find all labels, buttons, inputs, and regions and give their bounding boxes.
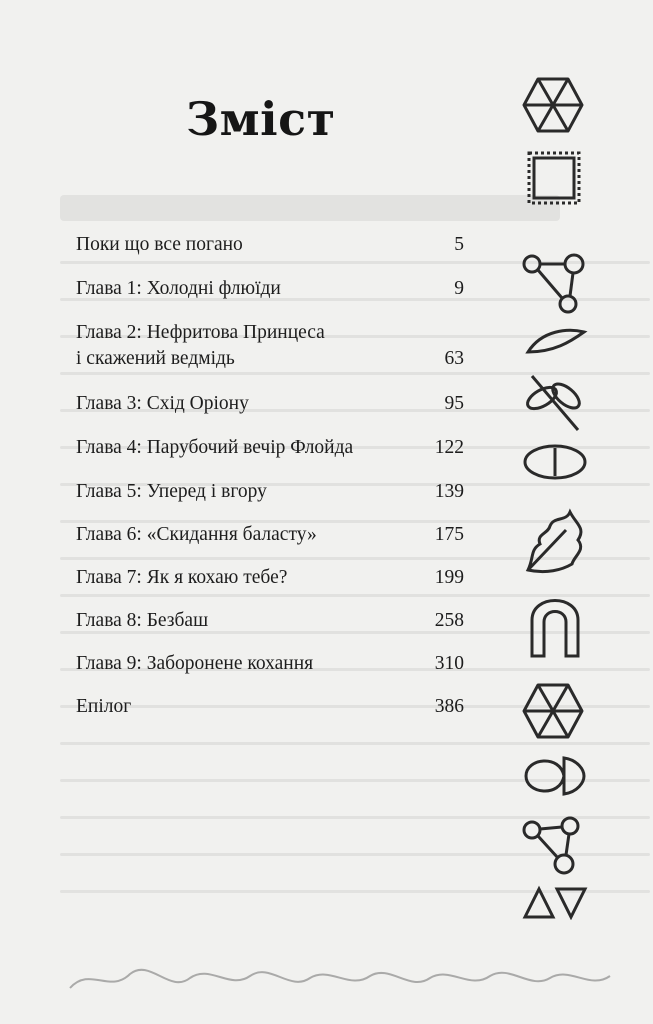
horseshoe-icon xyxy=(526,590,584,660)
toc-entry-title: Епілог xyxy=(76,696,132,717)
toc-entry xyxy=(76,522,466,548)
toc-entry-title: Глава 7: Як я кохаю тебе? xyxy=(76,567,288,588)
toc-entry-page: 63 xyxy=(444,348,464,369)
stamp-icon xyxy=(526,150,582,206)
toc-entry-page: 9 xyxy=(454,278,464,299)
toc-entry-title: Глава 9: Заборонене кохання xyxy=(76,653,314,674)
hexagon-icon xyxy=(522,76,584,134)
toc-entry-page: 5 xyxy=(454,234,464,255)
acorn-icon xyxy=(520,748,590,804)
toc-entry-title: Глава 2: Нефритова Принцеса xyxy=(76,322,325,343)
dragonfly-icon xyxy=(522,368,588,438)
toc-entry-page: 386 xyxy=(434,696,464,717)
toc-entry-title: Глава 5: Уперед і вгору xyxy=(76,481,267,502)
toc-entry xyxy=(76,232,466,258)
toc-entry-title: Глава 8: Безбаш xyxy=(76,610,209,631)
toc-entry xyxy=(76,694,466,720)
toc-entry-title-continued: і скажений ведмідь xyxy=(76,348,235,369)
hexagon-icon xyxy=(522,682,584,740)
toc-entry-page: 310 xyxy=(434,653,464,674)
toc-entry xyxy=(76,435,466,461)
toc-entry-page: 95 xyxy=(444,393,464,414)
ornament-column xyxy=(518,70,628,930)
toc-entry-page: 139 xyxy=(434,481,464,502)
toc-entry-page: 122 xyxy=(434,437,464,458)
toc-entry xyxy=(76,608,466,634)
toc-entry-title: Глава 3: Схід Оріону xyxy=(76,393,249,414)
toc-entry-title: Поки що все погано xyxy=(76,234,243,255)
toc-entry xyxy=(76,276,466,302)
bean-icon xyxy=(522,442,588,482)
triangle-link-icon xyxy=(520,242,590,322)
toc-entry xyxy=(76,320,466,372)
footer-ornament xyxy=(60,960,620,1000)
toc-entry-title: Глава 6: «Скидання баласту» xyxy=(76,524,317,545)
oak-leaf-icon xyxy=(520,500,590,580)
toc-entry-page: 258 xyxy=(434,610,464,631)
page-title: Зміст xyxy=(186,92,336,146)
leaf-icon xyxy=(524,322,588,362)
toc-entry xyxy=(76,391,466,417)
toc-entry xyxy=(76,651,466,677)
toc-entry xyxy=(76,565,466,591)
toc-entry-page: 175 xyxy=(434,524,464,545)
toc-entry-title: Глава 1: Холодні флюїди xyxy=(76,278,281,299)
triangle-link-icon xyxy=(520,812,590,878)
triangles-icon xyxy=(522,884,588,920)
toc-entry-page: 199 xyxy=(434,567,464,588)
toc-entry-title: Глава 4: Парубочий вечір Флойда xyxy=(76,437,354,458)
toc-entry xyxy=(76,479,466,505)
